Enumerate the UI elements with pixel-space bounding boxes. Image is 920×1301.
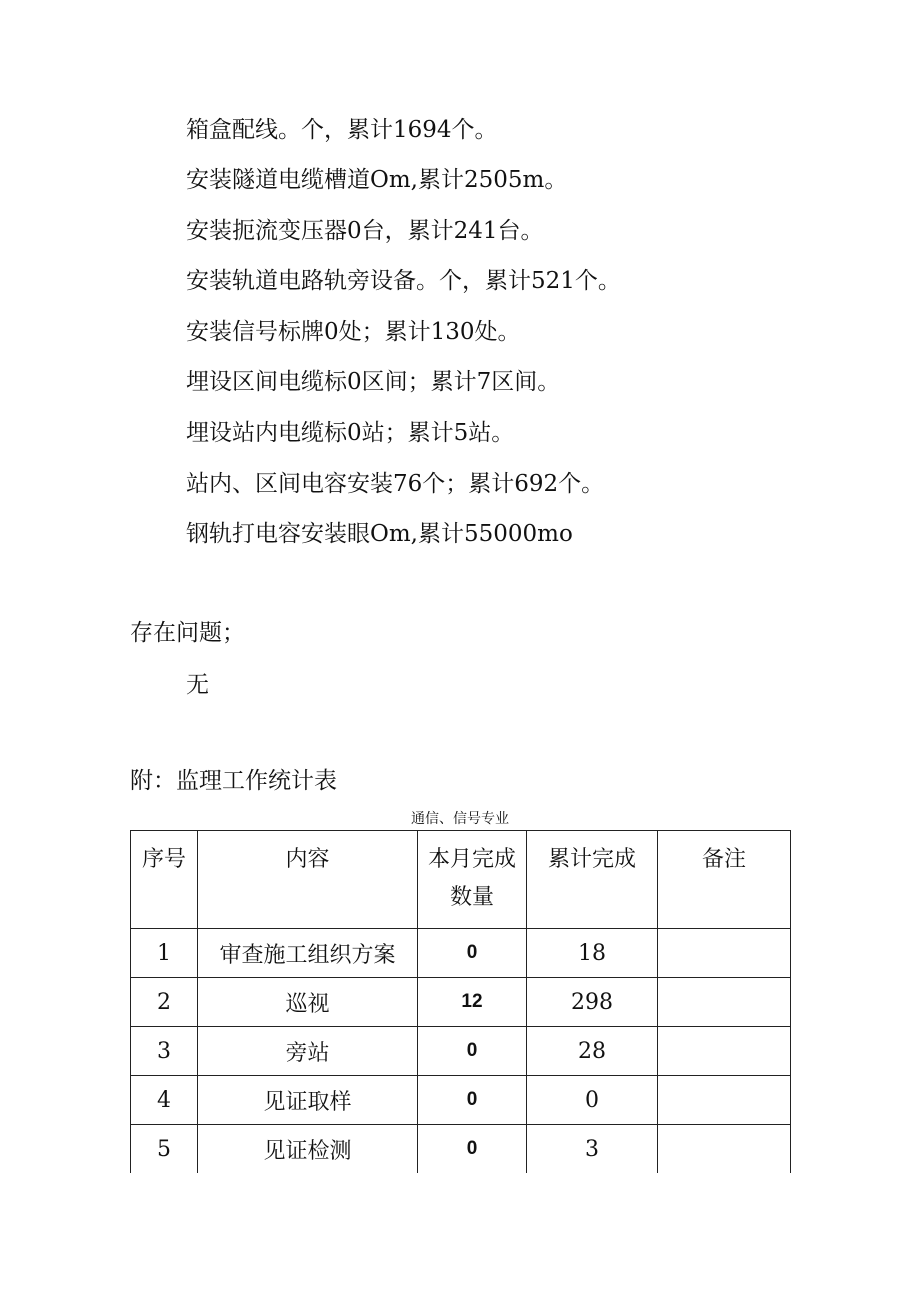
cell-remark [658, 1125, 791, 1174]
cell-total: 3 [527, 1125, 658, 1174]
cell-remark [658, 1076, 791, 1125]
table-row [131, 1027, 791, 1076]
table-row [131, 929, 791, 978]
progress-line: 安装信号标牌0处；累计130处。 [186, 319, 521, 345]
header-month [418, 831, 527, 929]
cell-index: 4 [131, 1076, 198, 1125]
cell-index: 1 [131, 929, 198, 978]
table-row [131, 978, 791, 1027]
cell-total: 28 [527, 1027, 658, 1076]
progress-line: 安装轨道电路轨旁设备。个，累计521个。 [186, 268, 621, 294]
statistics-table [130, 830, 791, 1173]
cell-content: 审查施工组织方案 [198, 929, 418, 978]
progress-line: 埋设站内电缆标0站；累计5站。 [186, 420, 515, 446]
cell-month: 12 [418, 978, 527, 1027]
table-row [131, 1076, 791, 1125]
header-remark: 备注 [658, 831, 791, 929]
header-content: 内容 [198, 831, 418, 929]
issues-heading: 存在问题； [130, 620, 245, 646]
cell-remark [658, 978, 791, 1027]
cell-index: 2 [131, 978, 198, 1027]
table-header-row [131, 831, 791, 929]
progress-line: 安装隧道电缆槽道Om,累计2505m。 [186, 167, 568, 193]
cell-total: 0 [527, 1076, 658, 1125]
progress-line: 钢轨打电容安装眼Om,累计55000mo [186, 521, 573, 547]
cell-month: 0 [418, 1027, 527, 1076]
cell-content: 巡视 [198, 978, 418, 1027]
cell-content: 见证取样 [198, 1076, 418, 1125]
header-month-line1: 本月完成 [427, 847, 516, 872]
cell-remark [658, 1027, 791, 1076]
cell-month: 0 [418, 1125, 527, 1174]
cell-index: 5 [131, 1125, 198, 1174]
progress-line: 箱盒配线。个，累计1694个。 [186, 117, 498, 143]
cell-total: 18 [527, 929, 658, 978]
cell-total: 298 [527, 978, 658, 1027]
cell-month: 0 [418, 929, 527, 978]
cell-remark [658, 929, 791, 978]
progress-line: 站内、区间电容安装76个；累计692个。 [186, 471, 605, 497]
table-row [131, 1125, 791, 1174]
issues-content: 无 [186, 672, 209, 698]
header-total: 累计完成 [527, 831, 658, 929]
progress-line: 安装扼流变压器0台，累计241台。 [186, 218, 544, 244]
cell-content: 见证检测 [198, 1125, 418, 1174]
header-index: 序号 [131, 831, 198, 929]
table-caption: 通信、信号专业 [411, 811, 509, 827]
cell-content: 旁站 [198, 1027, 418, 1076]
appendix-heading: 附：监理工作统计表 [130, 768, 337, 794]
cell-month: 0 [418, 1076, 527, 1125]
cell-index: 3 [131, 1027, 198, 1076]
header-month-line2: 数量 [449, 885, 494, 910]
progress-line: 埋设区间电缆标0区间；累计7区间。 [186, 369, 561, 395]
